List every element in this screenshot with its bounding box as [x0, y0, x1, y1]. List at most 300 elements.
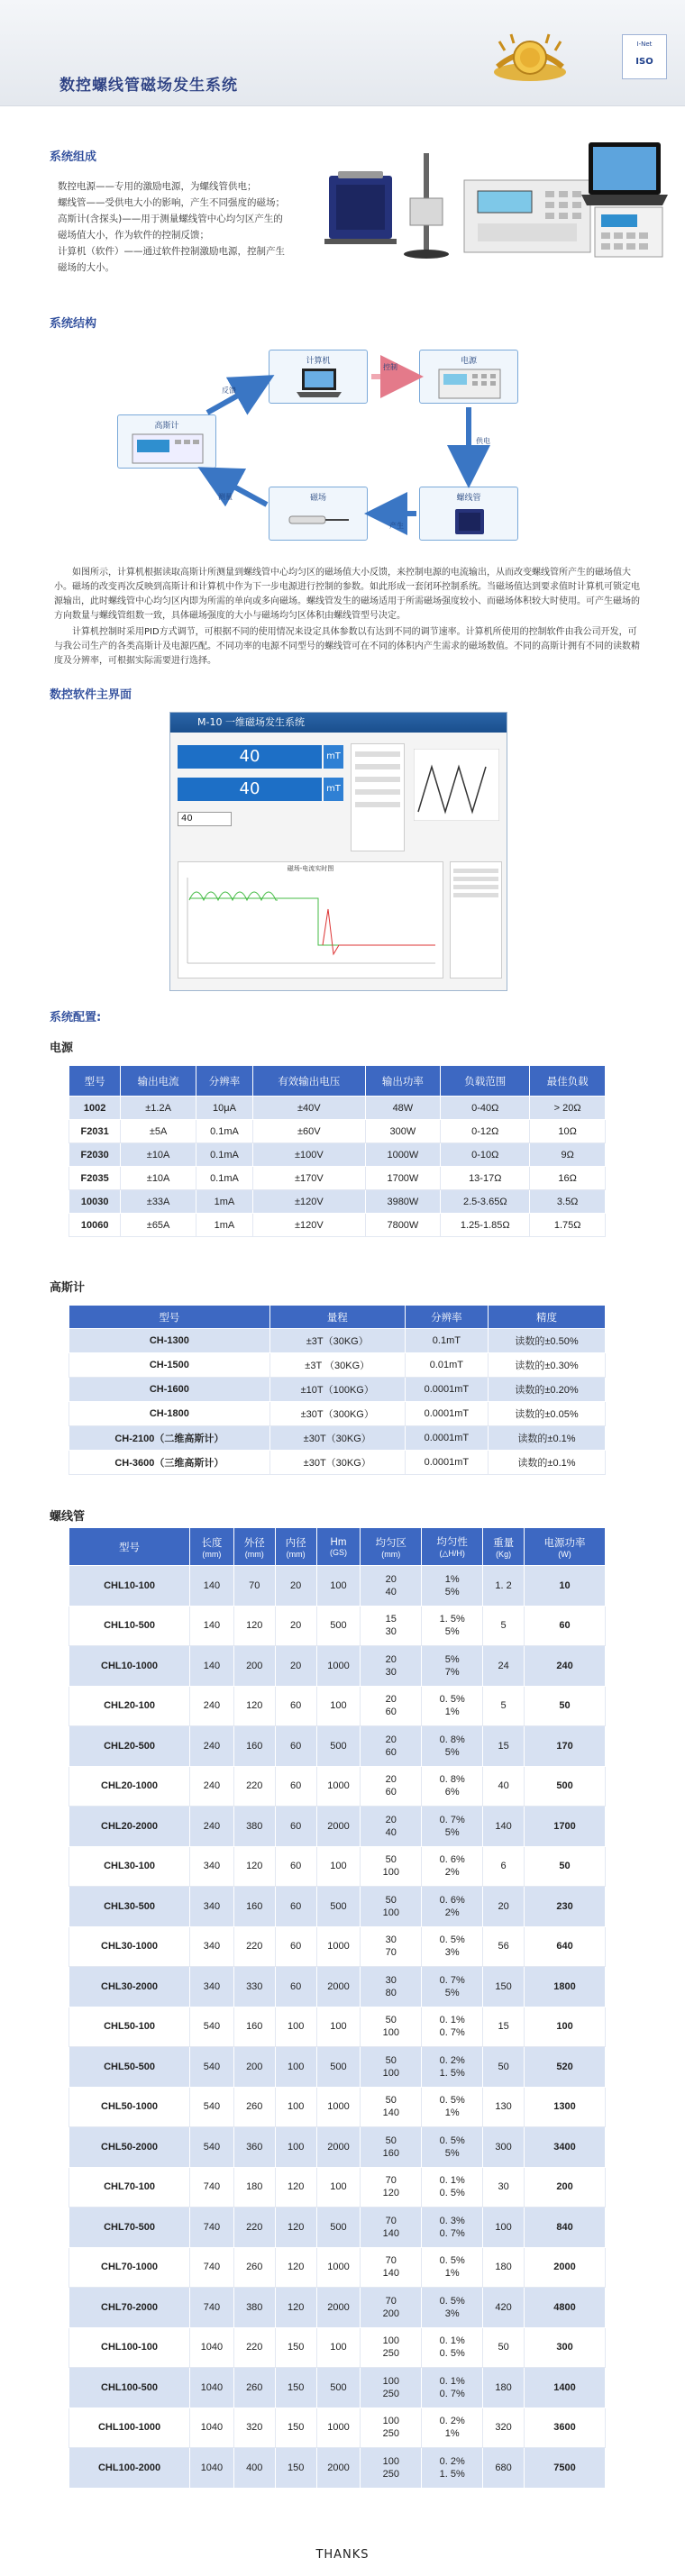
solenoid-table-cell: [361, 1887, 422, 1927]
power-table-cell: 1mA: [196, 1190, 252, 1214]
solenoid-table-cell: CHL50-1000: [69, 2087, 190, 2127]
waveform-preview: [414, 749, 499, 821]
section-title-structure: 系统结构: [50, 317, 97, 331]
cell-line: 0. 2%: [439, 2416, 465, 2427]
power-table-cell: 0-12Ω: [441, 1120, 530, 1143]
gauss-table-cell: 0.0001mT: [405, 1378, 488, 1402]
arrow-label-supply: 供电: [476, 437, 490, 445]
realtime-chart: [178, 861, 443, 979]
award-medal-icon: [487, 31, 573, 85]
gauss-table-row: [69, 1402, 606, 1426]
solenoid-table-cell: 120: [275, 2167, 316, 2207]
readout-unit-2: mT: [324, 778, 343, 801]
solenoid-table-row: [69, 1606, 606, 1646]
cell-line: 20: [385, 1573, 397, 1585]
header-label: 型号: [119, 1542, 141, 1553]
solenoid-table-row: [69, 1686, 606, 1726]
gauss-table-row: [69, 1353, 606, 1378]
solenoid-table-row: [69, 2167, 606, 2207]
power-table-cell: 10030: [69, 1190, 121, 1214]
cell-line: 0. 7%: [439, 2027, 465, 2039]
power-table-cell: 0-10Ω: [441, 1143, 530, 1167]
gauss-table-cell: CH-3600（三维高斯计）: [69, 1451, 270, 1475]
solenoid-table-cell: 100: [275, 2127, 316, 2168]
solenoid-table-cell: 50: [525, 1686, 606, 1726]
cell-line: 0. 5%: [439, 2255, 465, 2267]
solenoid-table-header-cell: [316, 1528, 361, 1566]
cell-line: 0. 7%: [439, 1974, 465, 1986]
power-table: [68, 1065, 606, 1237]
solenoid-table-cell: 56: [483, 1926, 525, 1967]
cell-line: 0. 1%: [439, 2175, 465, 2187]
power-table-cell: ±65A: [121, 1214, 196, 1237]
cell-line: 3%: [444, 2307, 460, 2319]
cell-line: 20: [385, 1774, 397, 1786]
cell-line: 250: [382, 2388, 399, 2399]
cell-line: 0. 7%: [439, 2227, 465, 2239]
solenoid-table-cell: 500: [316, 1887, 361, 1927]
power-table-cell: 2.5-3.65Ω: [441, 1190, 530, 1214]
solenoid-table-cell: 160: [233, 2007, 275, 2047]
solenoid-table-cell: 60: [275, 1766, 316, 1807]
solenoid-table-cell: 15: [483, 1726, 525, 1767]
cell-line: 30: [385, 1626, 397, 1638]
solenoid-table-cell: 500: [316, 2368, 361, 2408]
solenoid-table-cell: 1000: [316, 1646, 361, 1687]
solenoid-table-cell: 20: [275, 1606, 316, 1646]
solenoid-table-header-cell: [190, 1528, 234, 1566]
cell-line: 250: [382, 2348, 399, 2360]
solenoid-table-cell: 120: [275, 2247, 316, 2288]
power-table-cell: 7800W: [365, 1214, 441, 1237]
cell-line: 50: [385, 1854, 397, 1866]
cell-line: 140: [382, 2268, 399, 2280]
header-unit: (GS): [329, 1547, 347, 1557]
power-table-header-cell: 输出功率: [365, 1066, 441, 1097]
header-label: 电源功率: [543, 1537, 586, 1549]
solenoid-table-cell: 150: [483, 1967, 525, 2007]
cell-line: 60: [385, 1746, 397, 1758]
solenoid-table-cell: CHL100-100: [69, 2327, 190, 2368]
solenoid-table-cell: CHL10-1000: [69, 1646, 190, 1687]
solenoid-table-cell: [422, 2247, 483, 2288]
solenoid-table-cell: 60: [275, 1726, 316, 1767]
power-table-row: [69, 1214, 606, 1237]
gauss-table-cell: 读数的±0.1%: [488, 1451, 605, 1475]
power-table-cell: 300W: [365, 1120, 441, 1143]
solenoid-table-cell: [422, 1766, 483, 1807]
solenoid-table-cell: [361, 1846, 422, 1887]
solenoid-table-cell: 60: [275, 1967, 316, 2007]
cell-line: 200: [382, 2307, 399, 2319]
solenoid-table-cell: 240: [190, 1726, 234, 1767]
solenoid-table-cell: 70: [233, 1566, 275, 1607]
solenoid-table-cell: [361, 2288, 422, 2328]
cell-line: 70: [385, 2215, 397, 2226]
cell-line: 0. 8%: [439, 1774, 465, 1786]
cell-line: 1%: [444, 1573, 460, 1585]
header-label: 重量: [493, 1537, 515, 1549]
power-table-row: [69, 1120, 606, 1143]
header-label: Hm: [330, 1536, 347, 1548]
header-unit: (mm): [381, 1549, 401, 1559]
solenoid-table-cell: 200: [233, 2047, 275, 2088]
solenoid-table-cell: 320: [483, 2408, 525, 2448]
cell-line: 0. 5%: [439, 2348, 465, 2360]
solenoid-table-cell: 60: [275, 1926, 316, 1967]
solenoid-table-cell: 60: [275, 1887, 316, 1927]
power-table-row: [69, 1143, 606, 1167]
solenoid-table-cell: 220: [233, 2327, 275, 2368]
cell-line: 70: [385, 2295, 397, 2307]
solenoid-table-cell: 1040: [190, 2327, 234, 2368]
solenoid-table-cell: 180: [483, 2247, 525, 2288]
solenoid-table-cell: [422, 2127, 483, 2168]
gauss-table-row: [69, 1451, 606, 1475]
power-table-cell: ±10A: [121, 1143, 196, 1167]
cell-line: 20: [385, 1734, 397, 1745]
cell-line: 0. 5%: [439, 1934, 465, 1946]
power-table-cell: 10μA: [196, 1097, 252, 1120]
cell-line: 0. 8%: [439, 1734, 465, 1745]
solenoid-table-cell: 680: [483, 2448, 525, 2489]
solenoid-table-cell: [422, 1807, 483, 1847]
power-table-cell: 9Ω: [530, 1143, 606, 1167]
cell-line: 50: [385, 2054, 397, 2066]
solenoid-table-cell: 1000: [316, 2247, 361, 2288]
solenoid-table-cell: 2000: [316, 1967, 361, 2007]
power-table-cell: 48W: [365, 1097, 441, 1120]
diagram-probe: 磁场: [269, 487, 368, 541]
solenoid-table-cell: 6: [483, 1846, 525, 1887]
solenoid-table-cell: 740: [190, 2288, 234, 2328]
power-table-row: [69, 1190, 606, 1214]
solenoid-table-cell: 60: [275, 1807, 316, 1847]
gauss-table-cell: 0.0001mT: [405, 1402, 488, 1426]
solenoid-table-row: [69, 2047, 606, 2088]
solenoid-table-cell: 260: [233, 2247, 275, 2288]
solenoid-table-cell: [361, 1606, 422, 1646]
section-title-composition: 系统组成: [50, 150, 97, 164]
solenoid-table-cell: 840: [525, 2207, 606, 2248]
solenoid-table-cell: CHL100-500: [69, 2368, 190, 2408]
power-table-cell: ±5A: [121, 1120, 196, 1143]
gauss-table-cell: 读数的±0.20%: [488, 1378, 605, 1402]
cell-line: 30: [385, 1934, 397, 1946]
solenoid-table-cell: CHL70-2000: [69, 2288, 190, 2328]
solenoid-table-cell: 7500: [525, 2448, 606, 2489]
solenoid-table-cell: 150: [275, 2408, 316, 2448]
solenoid-table-cell: 180: [233, 2167, 275, 2207]
cell-line: 100: [382, 2455, 399, 2467]
solenoid-table-cell: 2000: [316, 2448, 361, 2489]
solenoid-table-cell: CHL30-1000: [69, 1926, 190, 1967]
gauss-table-cell: CH-1300: [69, 1329, 270, 1353]
page-title: 数控螺线管磁场发生系统: [59, 77, 238, 95]
solenoid-table-cell: 400: [233, 2448, 275, 2489]
solenoid-table-cell: 100: [525, 2007, 606, 2047]
cell-line: 0. 5%: [439, 2188, 465, 2199]
solenoid-table-cell: 10: [525, 1566, 606, 1607]
cell-line: 0. 5%: [439, 2135, 465, 2146]
solenoid-table-cell: 60: [275, 1686, 316, 1726]
solenoid-table-cell: 230: [525, 1887, 606, 1927]
gauss-table-header-cell: 型号: [69, 1306, 270, 1329]
solenoid-table-cell: [361, 2247, 422, 2288]
gauss-table-cell: 读数的±0.1%: [488, 1426, 605, 1451]
solenoid-table-header-cell: [69, 1528, 190, 1566]
solenoid-table-header-cell: [361, 1528, 422, 1566]
cell-line: 6%: [444, 1787, 460, 1798]
solenoid-table-cell: 300: [525, 2327, 606, 2368]
gauss-table-cell: 读数的±0.05%: [488, 1402, 605, 1426]
solenoid-table-cell: 15: [483, 2007, 525, 2047]
cell-line: 0. 2%: [439, 2455, 465, 2467]
solenoid-table-cell: 50: [483, 2047, 525, 2088]
composition-text: 数控电源——专用的激励电源，为螺线管供电； 螺线管——受供电大小的影响，产生不同强度的磁场； 高斯计(含探头)——用于测量螺线管中心均匀区产生的 磁场值大小，作为软件的控制反馈； 计算机（软件）——通过软件控制激励电源，控制产生 磁场的大小。: [58, 181, 285, 273]
solenoid-table-cell: 1400: [525, 2368, 606, 2408]
solenoid-table-cell: 120: [233, 1846, 275, 1887]
diagram-arrows: [108, 342, 523, 559]
solenoid-table-cell: 140: [483, 1807, 525, 1847]
solenoid-table-cell: 500: [316, 2047, 361, 2088]
gauss-table-cell: ±10T（100KG）: [269, 1378, 405, 1402]
solenoid-table-row: [69, 1926, 606, 1967]
solenoid-table-cell: [361, 1646, 422, 1687]
cell-line: 50: [385, 1894, 397, 1906]
readout-display-2: 40: [178, 778, 322, 801]
solenoid-table-cell: 150: [275, 2448, 316, 2489]
section-title-software: 数控软件主界面: [50, 688, 132, 702]
solenoid-table-cell: 500: [316, 1726, 361, 1767]
cell-line: 40: [385, 1586, 397, 1597]
gauss-table-row: [69, 1329, 606, 1353]
solenoid-table-cell: 340: [190, 1967, 234, 2007]
cell-line: 0. 6%: [439, 1894, 465, 1906]
solenoid-table-cell: [422, 2007, 483, 2047]
cell-line: 0. 3%: [439, 2215, 465, 2226]
solenoid-table: [68, 1527, 606, 2489]
readout-unit-1: mT: [324, 745, 343, 769]
cell-line: 3%: [444, 1947, 460, 1959]
solenoid-table-cell: 20: [275, 1646, 316, 1687]
solenoid-table-header-cell: [422, 1528, 483, 1566]
cell-line: 1%: [444, 1707, 460, 1718]
power-table-cell: 1002: [69, 1097, 121, 1120]
solenoid-table-cell: [422, 1646, 483, 1687]
solenoid-table-cell: [361, 2327, 422, 2368]
solenoid-table-cell: [361, 2207, 422, 2248]
solenoid-table-cell: [361, 1926, 422, 1967]
solenoid-table-cell: [361, 2047, 422, 2088]
arrow-label-measure: 测量: [218, 493, 233, 501]
cell-line: 100: [382, 1867, 399, 1879]
solenoid-table-cell: 2000: [316, 2288, 361, 2328]
solenoid-table-cell: [422, 2087, 483, 2127]
cell-line: 0. 6%: [439, 1854, 465, 1866]
solenoid-table-cell: 380: [233, 2288, 275, 2328]
solenoid-table-cell: [361, 1566, 422, 1607]
solenoid-table-cell: 240: [190, 1766, 234, 1807]
cell-line: 100: [382, 2416, 399, 2427]
solenoid-table-cell: 120: [275, 2288, 316, 2328]
solenoid-table-cell: 540: [190, 2087, 234, 2127]
solenoid-table-cell: 1700: [525, 1807, 606, 1847]
solenoid-table-cell: 1. 2: [483, 1566, 525, 1607]
solenoid-table-cell: 100: [316, 1686, 361, 1726]
gauss-table-cell: CH-1800: [69, 1402, 270, 1426]
solenoid-table-cell: 4800: [525, 2288, 606, 2328]
solenoid-table-cell: [422, 1726, 483, 1767]
cell-line: 0. 1%: [439, 2015, 465, 2026]
solenoid-table-cell: 300: [483, 2127, 525, 2168]
power-table-header-cell: 型号: [69, 1066, 121, 1097]
power-table-cell: F2031: [69, 1120, 121, 1143]
section-title-config: 系统配置:: [50, 1011, 102, 1024]
solenoid-table-cell: CHL20-100: [69, 1686, 190, 1726]
power-table-row: [69, 1097, 606, 1120]
cell-line: 50: [385, 2015, 397, 2026]
solenoid-table-cell: [361, 2007, 422, 2047]
solenoid-table-cell: 100: [275, 2087, 316, 2127]
cell-line: 0. 5%: [439, 2095, 465, 2107]
solenoid-table-cell: 240: [525, 1646, 606, 1687]
solenoid-table-cell: 5: [483, 1606, 525, 1646]
cell-line: 5%: [444, 1746, 460, 1758]
solenoid-table-cell: [361, 2448, 422, 2489]
solenoid-table-cell: 100: [316, 1566, 361, 1607]
solenoid-table-cell: CHL20-1000: [69, 1766, 190, 1807]
gauss-table-cell: CH-1600: [69, 1378, 270, 1402]
power-table-cell: 10060: [69, 1214, 121, 1237]
power-table-cell: 16Ω: [530, 1167, 606, 1190]
solenoid-table-cell: 1000: [316, 1766, 361, 1807]
gauss-table-cell: 0.0001mT: [405, 1426, 488, 1451]
software-screenshot: [169, 712, 507, 991]
solenoid-table-cell: [361, 1686, 422, 1726]
solenoid-table-cell: 20: [483, 1887, 525, 1927]
cell-line: 100: [382, 2027, 399, 2039]
solenoid-table-cell: 380: [233, 1807, 275, 1847]
solenoid-table-cell: [361, 2408, 422, 2448]
power-table-cell: ±100V: [253, 1143, 366, 1167]
solenoid-table-cell: 100: [316, 2007, 361, 2047]
set-value-input[interactable]: 40: [178, 812, 232, 826]
power-table-header-cell: 最佳负载: [530, 1066, 606, 1097]
solenoid-table-cell: 3600: [525, 2408, 606, 2448]
cell-line: 50: [385, 2135, 397, 2146]
solenoid-table-cell: CHL30-500: [69, 1887, 190, 1927]
solenoid-table-cell: 100: [316, 2327, 361, 2368]
solenoid-table-row: [69, 2007, 606, 2047]
solenoid-table-cell: [361, 2368, 422, 2408]
solenoid-table-row: [69, 1846, 606, 1887]
arrow-label-produce: 产生: [389, 522, 404, 530]
certification-badge: I-Net ISO: [622, 34, 667, 79]
cell-line: 5%: [444, 1626, 460, 1638]
subtitle-solenoid: 螺线管: [50, 1510, 86, 1524]
gauss-table-cell: ±3T（30KG）: [269, 1329, 405, 1353]
solenoid-table-cell: 540: [190, 2007, 234, 2047]
cell-line: 100: [382, 2067, 399, 2079]
cell-line: 140: [382, 2107, 399, 2119]
header-label: 内径: [285, 1537, 306, 1549]
solenoid-table-cell: 320: [233, 2408, 275, 2448]
cell-line: 0. 5%: [439, 2295, 465, 2307]
structure-paragraph-1: 如图所示，计算机根据读取高斯计所测量到螺线管中心均匀区的磁场值大小反馈，来控制电源的电流输出，从而改变螺线管所产生的磁场值大小。磁场的改变再次反映到高斯计和计算机中作为下一步电源进行控制的参数。如此形成一套闭环控制系统。当磁场值达到要求值时计算机可锁定电源输出，此时螺线管中心均匀区内即为所需的单向或多向磁场。螺线管发生的磁场适用于所需磁场强度较小、而磁场体积较大时使用。可产生磁场的方向数量与螺线管组数一致，具体磁场强度的大小与磁场均匀区体积由螺线管型号决定。: [54, 568, 640, 621]
solenoid-table-cell: [422, 1686, 483, 1726]
solenoid-table-cell: 130: [483, 2087, 525, 2127]
solenoid-table-cell: 340: [190, 1846, 234, 1887]
solenoid-table-cell: 100: [316, 1846, 361, 1887]
gauss-table-cell: 0.1mT: [405, 1329, 488, 1353]
solenoid-table-cell: CHL100-1000: [69, 2408, 190, 2448]
solenoid-table-row: [69, 1887, 606, 1927]
solenoid-table-row: [69, 1766, 606, 1807]
solenoid-table-cell: [422, 2047, 483, 2088]
solenoid-table-header-cell: [275, 1528, 316, 1566]
parameter-panel: [351, 743, 405, 851]
solenoid-table-cell: 500: [316, 2207, 361, 2248]
cell-line: 70: [385, 1947, 397, 1959]
solenoid-table-cell: CHL70-500: [69, 2207, 190, 2248]
solenoid-table-cell: 5: [483, 1686, 525, 1726]
cell-line: 5%: [444, 1653, 460, 1665]
solenoid-table-cell: 540: [190, 2047, 234, 2088]
solenoid-table-cell: 420: [483, 2288, 525, 2328]
solenoid-table-cell: [422, 2448, 483, 2489]
solenoid-table-cell: CHL20-2000: [69, 1807, 190, 1847]
power-table-cell: 1.75Ω: [530, 1214, 606, 1237]
solenoid-table-cell: [361, 1766, 422, 1807]
header-unit: (mm): [244, 1549, 264, 1559]
solenoid-table-cell: CHL70-100: [69, 2167, 190, 2207]
gauss-table-cell: ±3T （30KG）: [269, 1353, 405, 1378]
power-table-row: [69, 1167, 606, 1190]
cell-line: 160: [382, 2147, 399, 2159]
cell-line: 80: [385, 1987, 397, 1998]
cell-line: 100: [382, 2335, 399, 2347]
header-unit: (W): [558, 1549, 571, 1559]
solenoid-table-cell: 140: [190, 1646, 234, 1687]
solenoid-table-cell: 260: [233, 2087, 275, 2127]
cell-line: 30: [385, 1974, 397, 1986]
subtitle-gauss: 高斯计: [50, 1281, 86, 1295]
cell-line: 20: [385, 1653, 397, 1665]
gauss-table-cell: ±30T（300KG）: [269, 1402, 405, 1426]
solenoid-table-cell: [361, 2167, 422, 2207]
gauss-table-row: [69, 1378, 606, 1402]
solenoid-table-row: [69, 1807, 606, 1847]
solenoid-table-cell: 200: [233, 1646, 275, 1687]
solenoid-table-row: [69, 1967, 606, 2007]
solenoid-table-row: [69, 2448, 606, 2489]
diagram-solenoid: 螺线管: [419, 487, 518, 541]
power-table-cell: ±1.2A: [121, 1097, 196, 1120]
solenoid-table-cell: 200: [525, 2167, 606, 2207]
solenoid-table-cell: 240: [190, 1807, 234, 1847]
power-table-cell: 1700W: [365, 1167, 441, 1190]
cell-line: 0. 7%: [439, 2388, 465, 2399]
solenoid-table-cell: 160: [233, 1887, 275, 1927]
cell-line: 0. 5%: [439, 1694, 465, 1706]
solenoid-table-row: [69, 2127, 606, 2168]
solenoid-table-cell: [422, 1926, 483, 1967]
solenoid-table-row: [69, 2327, 606, 2368]
gauss-table-cell: 读数的±0.30%: [488, 1353, 605, 1378]
cell-line: 0. 1%: [439, 2335, 465, 2347]
cell-line: 70: [385, 2255, 397, 2267]
